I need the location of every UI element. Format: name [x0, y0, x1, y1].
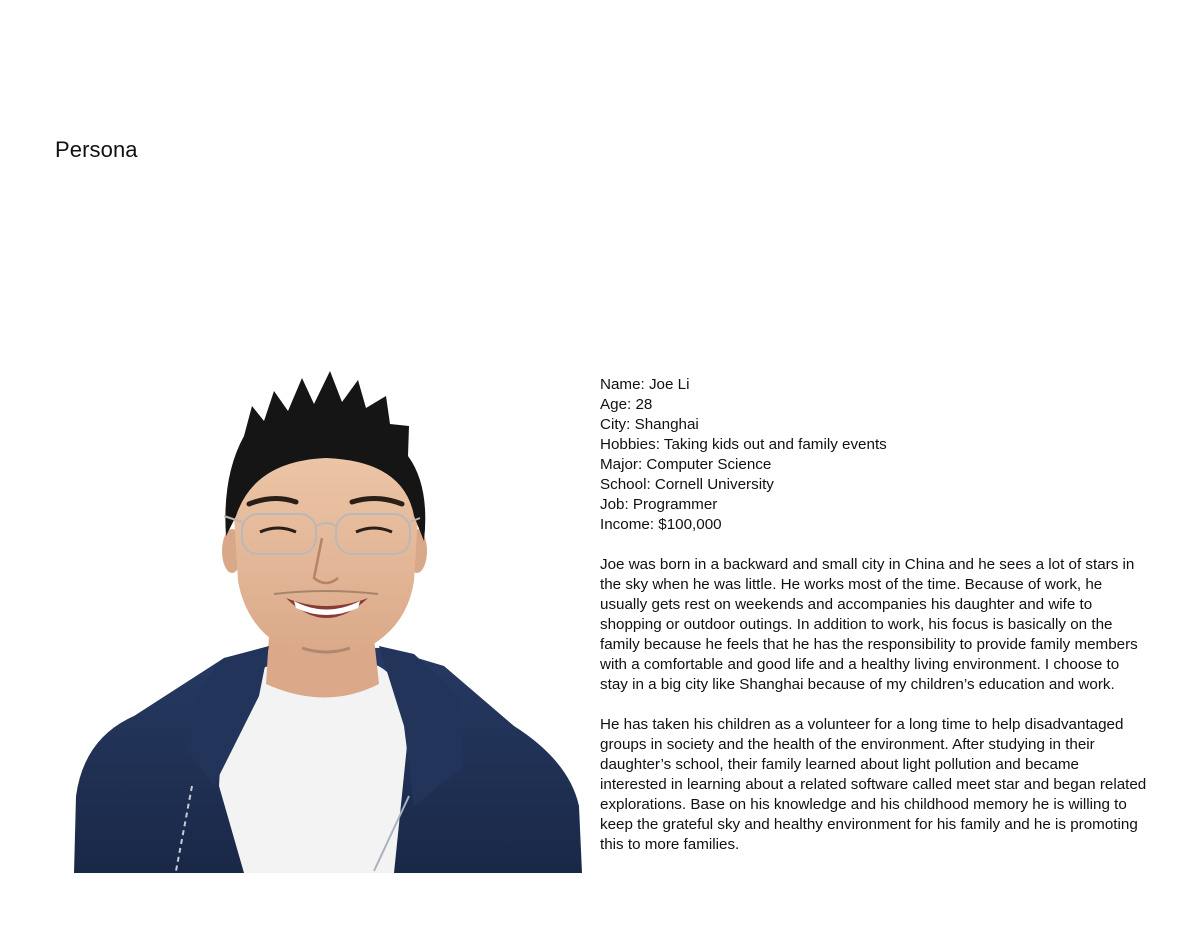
fact-major: Major: Computer Science: [600, 456, 772, 473]
fact-job: Job: Programmer: [600, 496, 718, 513]
persona-info: [600, 375, 1160, 855]
portrait-photo: [74, 366, 582, 873]
persona-facts-list: [600, 375, 1160, 535]
persona-background-paragraph: Joe was born in a backward and small city in China and he sees a lot of stars in the sky when he was little. He works most of the time. Because of work, he usually gets rest on weekends and accompanies his daughter and wife to shopping or outdoor outings. In addition to work, his focus is basically on the family because he feels that he has the responsibility to provide family members with a comfortable and good life and a healthy living environment. I choose to stay in a big city like Shanghai because of my children’s education and work.: [600, 556, 1138, 693]
fact-city: City: Shanghai: [600, 416, 699, 433]
fact-income: Income: $100,000: [600, 516, 722, 533]
portrait-illustration: [74, 366, 582, 873]
fact-hobbies: Hobbies: Taking kids out and family events: [600, 436, 887, 453]
fact-school: School: Cornell University: [600, 476, 774, 493]
fact-name: Name: Joe Li: [600, 376, 690, 393]
page-title: Persona: [55, 137, 138, 162]
fact-age: Age: 28: [600, 396, 653, 413]
persona-motivation-paragraph: He has taken his children as a volunteer for a long time to help disadvantaged groups in society and the health of the environment. After studying in their daughter’s school, their family learned about light pollution and became interested in learning about a related software called meet star and began related explorations. Base on his knowledge and his childhood memory he is willing to keep the grateful sky and healthy environment for his family and he is promoting this to more families.: [600, 716, 1147, 853]
